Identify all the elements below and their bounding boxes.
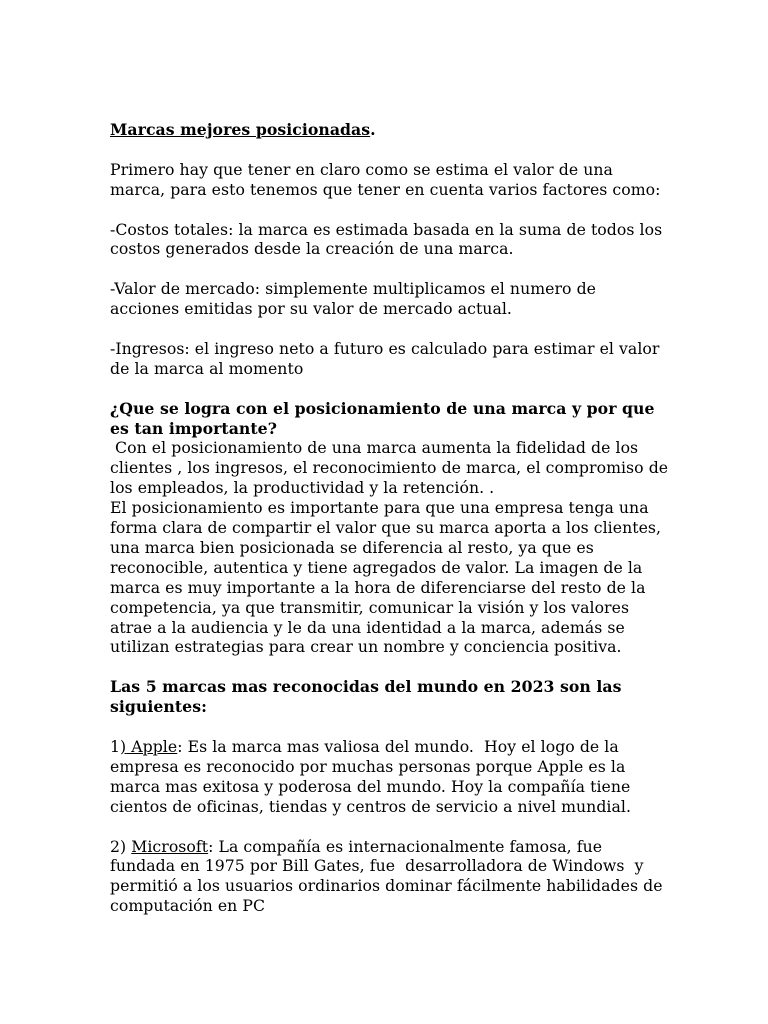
- question-heading: ¿Que se logra con el posicionamiento de una marca y por que es tan importante?: [110, 398, 655, 438]
- brand-description: : La compañía es internacionalmente famosa, fue fundada en 1975 por Bill Gates, fue desarrolladora de Windows y permitió a los usuarios ordinarios dominar fácilmente habilidades de computación en PC: [110, 836, 668, 916]
- document-page: [110, 120, 674, 916]
- factor-valor-mercado: -Valor de mercado: simplemente multiplicamos el numero de acciones emitidas por su valor de mercado actual.: [110, 279, 596, 319]
- brand-paren: ): [120, 836, 132, 856]
- brand-number: 1: [110, 736, 121, 756]
- brand-number: 2: [110, 836, 121, 856]
- factor-ingresos: -Ingresos: el ingreso neto a futuro es calculado para estimar el valor de la marca al momento: [110, 338, 660, 378]
- title-text: Marcas mejores posicionadas: [110, 120, 371, 139]
- title-period: .: [370, 120, 376, 139]
- list-heading: Las 5 marcas mas reconocidas del mundo en 2023 son las siguientes:: [110, 677, 622, 717]
- document-title: [110, 120, 670, 140]
- brand-name-microsoft: Microsoft: [131, 836, 209, 856]
- brand-paren: ): [120, 736, 127, 756]
- brand-name-apple: Apple: [126, 736, 178, 756]
- blank-line: [110, 379, 670, 399]
- answer-paragraph-1: Con el posicionamiento de una marca aumenta la fidelidad de los clientes , los ingresos, el reconocimiento de marca, el compromiso de los empleados, la productividad y la retención. .: [110, 438, 674, 498]
- blank-line: [110, 200, 670, 220]
- blank-line: [110, 259, 670, 279]
- blank-line: [110, 140, 670, 160]
- blank-line: [110, 717, 670, 737]
- blank-line: [110, 657, 670, 677]
- answer-paragraph-2: El posicionamiento es importante para que una empresa tenga una forma clara de compartir el valor que su marca aporta a los clientes, una marca bien posicionada se diferencia al resto, ya que es reconocible, autentica y tiene agregados de valor. La imagen de la marca es muy importante a la hora de diferenciarse del resto de la competencia, ya que transmitir, comunicar la visión y los valores atrae a la audiencia y le da una identidad a la marca, además se utilizan estrategias para crear un nombre y conciencia positiva.: [110, 498, 667, 657]
- brand-description: : Es la marca mas valiosa del mundo. Hoy el logo de la empresa es reconocido por muchas personas porque Apple es la marca mas exitosa y poderosa del mundo. Hoy la compañía tiene cientos de oficinas, tiendas y centros de servicio a nivel mundial.: [110, 736, 636, 816]
- blank-line: [110, 319, 670, 339]
- brand-item-microsoft: [110, 837, 670, 917]
- intro-paragraph: Primero hay que tener en claro como se estima el valor de una marca, para esto tenemos que tener en cuenta varios factores como:: [110, 159, 661, 199]
- factor-costos-totales: -Costos totales: la marca es estimada basada en la suma de todos los costos generados desde la creación de una marca.: [110, 219, 663, 259]
- brand-item-apple: [110, 737, 670, 817]
- blank-line: [110, 817, 670, 837]
